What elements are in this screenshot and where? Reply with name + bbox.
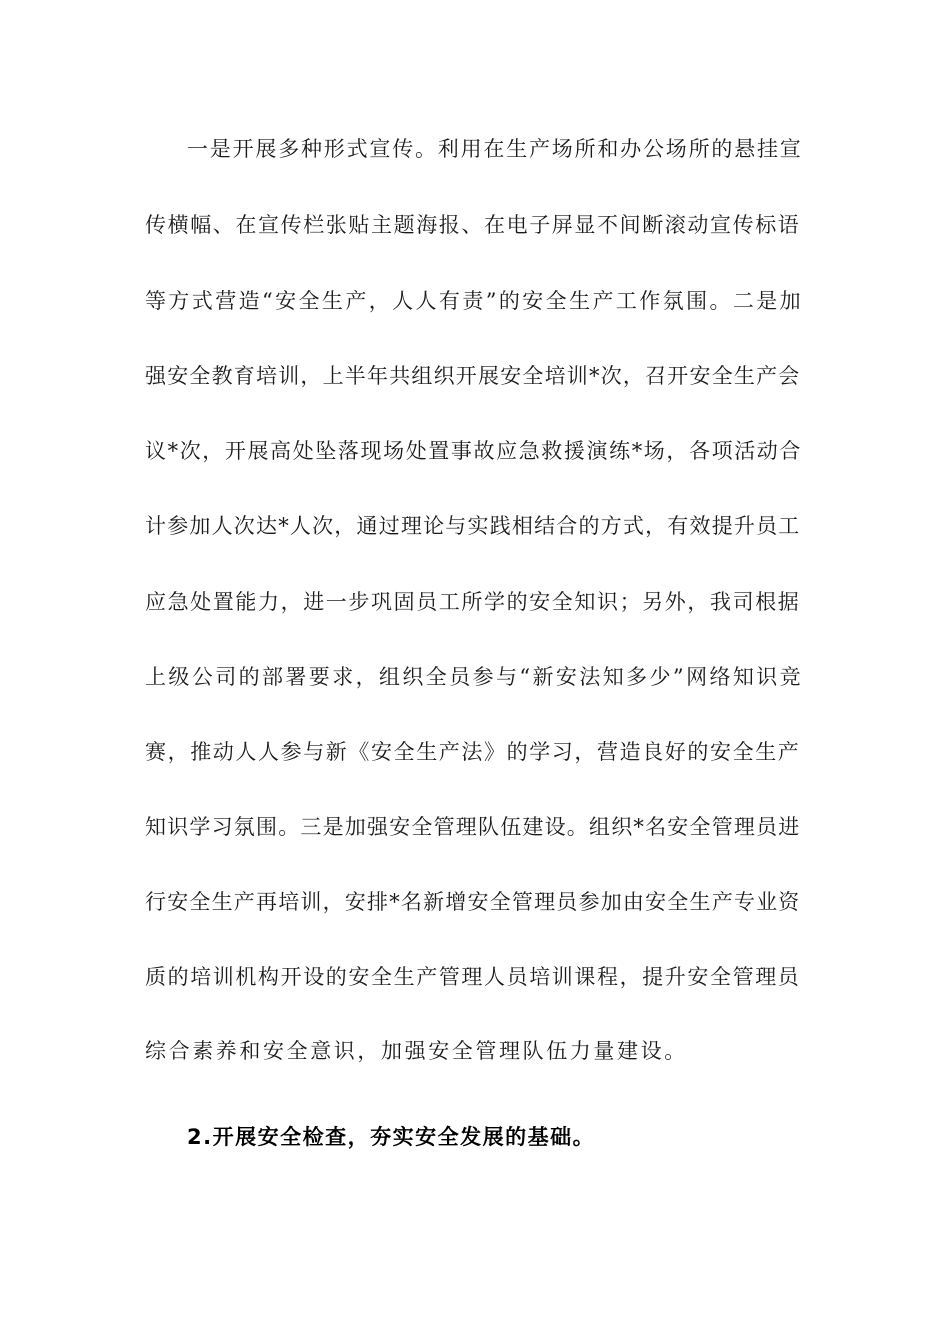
paragraph-line-7: 应急处置能力，进一步巩固员工所学的安全知识；另外，我司根据 bbox=[145, 590, 801, 614]
paragraph-line-13: 综合素养和安全意识，加强安全管理队伍力量建设。 bbox=[145, 1039, 688, 1063]
paragraph-line-11: 行安全生产再培训，安排*名新增安全管理员参加由安全生产专业资 bbox=[145, 890, 801, 914]
paragraph-line-6: 计参加人次达*人次，通过理论与实践相结合的方式，有效提升员工 bbox=[145, 514, 801, 538]
paragraph-line-10: 知识学习氛围。三是加强安全管理队伍建设。组织*名安全管理员进 bbox=[145, 815, 801, 839]
paragraph-line-12: 质的培训机构开设的安全生产管理人员培训课程，提升安全管理员 bbox=[145, 965, 801, 989]
paragraph-line-3: 等方式营造“安全生产，人人有责”的安全生产工作氛围。二是加 bbox=[145, 289, 804, 313]
paragraph-line-8: 上级公司的部署要求，组织全员参与“新安法知多少”网络知识竞 bbox=[145, 665, 804, 689]
paragraph-line-9: 赛，推动人人参与新《安全生产法》的学习，营造良好的安全生产 bbox=[145, 740, 801, 764]
paragraph-line-1: 一是开展多种形式宣传。利用在生产场所和办公场所的悬挂宣 bbox=[187, 137, 803, 161]
paragraph-line-5: 议*次，开展高处坠落现场处置事故应急救援演练*场，各项活动合 bbox=[145, 439, 802, 463]
paragraph-line-4: 强安全教育培训，上半年共组织开展安全培训*次，召开安全生产会 bbox=[145, 364, 801, 388]
paragraph-line-2: 传横幅、在宣传栏张贴主题海报、在电子屏显不间断滚动宣传标语 bbox=[145, 213, 801, 237]
section-heading: 2.开展安全检查，夯实安全发展的基础。 bbox=[187, 1125, 596, 1149]
